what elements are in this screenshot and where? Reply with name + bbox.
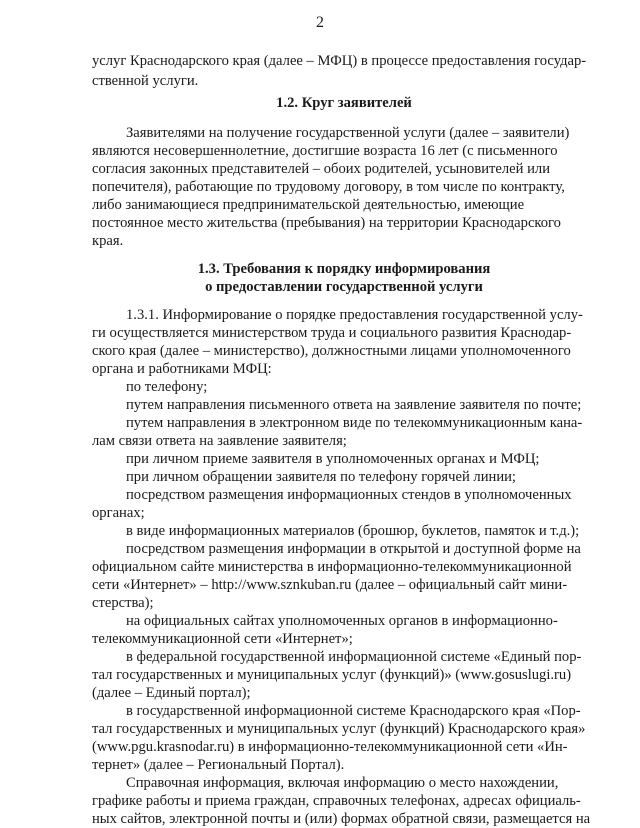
list-item: посредством размещения информации в открытой и доступной форме на — [126, 541, 581, 557]
list-item: посредством размещения информационных стендов в уполномоченных — [126, 487, 572, 503]
text-line: 1.3.1. Информирование о порядке предоставления государственной услу- — [126, 307, 583, 323]
text-line: попечителя), работающие по трудовому договору, в том числе по контракту, — [92, 179, 565, 195]
list-item: при личном обращении заявителя по телефону горячей линии; — [126, 469, 516, 485]
text-line: ных сайтов, электронной почты и (или) формах обратной связи, размещается на — [92, 811, 591, 827]
section-heading: 1.3. Требования к порядку информирования — [197, 261, 491, 277]
text-line: услуг Краснодарского края (далее – МФЦ) в процессе предоставления государ- — [92, 53, 587, 69]
list-item: в виде информационных материалов (брошюр, буклетов, памяток и т.д.); — [126, 523, 580, 539]
text-line: сети «Интернет» – http://www.sznkuban.ru (далее – официальный сайт мини- — [92, 577, 568, 593]
text-line: тернет» (далее – Региональный Портал). — [92, 757, 345, 773]
text-line: являются несовершеннолетние, достигшие возраста 16 лет (с письменного — [92, 143, 558, 159]
text-line: ги осуществляется министерством труда и социального развития Краснодар- — [92, 325, 572, 341]
text-line: ского края (далее – министерство), должностными лицами уполномоченного — [92, 343, 571, 359]
text-line: края. — [92, 233, 124, 249]
list-item: в государственной информационной системе Краснодарского края «Пор- — [126, 703, 581, 719]
text-line: лам связи ответа на заявление заявителя; — [92, 433, 347, 449]
text-line: (далее – Единый портал); — [92, 685, 251, 701]
list-item: при личном приеме заявителя в уполномоченных органах и МФЦ; — [126, 451, 540, 467]
text-line: тал государственных и муниципальных услуг (функций)» (www.gosuslugi.ru) — [92, 667, 572, 683]
page-number: 2 — [316, 14, 324, 31]
text-line: органа и работниками МФЦ: — [92, 361, 272, 377]
section-heading: о предоставлении государственной услуги — [205, 279, 483, 295]
list-item: путем направления в электронном виде по телекоммуникационным кана- — [126, 415, 583, 431]
text-line: стерства); — [92, 595, 154, 611]
section-heading: 1.2. Круг заявителей — [276, 95, 412, 111]
text-line: либо занимающиеся предпринимательской деятельностью, имеющие — [92, 197, 525, 213]
list-item: в федеральной государственной информационной системе «Единый пор- — [126, 649, 582, 665]
list-item: по телефону; — [126, 379, 208, 395]
text-line: тал государственных и муниципальных услуг (функций) Краснодарского края» — [92, 721, 586, 737]
text-line: телекоммуникационной сети «Интернет»; — [92, 631, 353, 647]
text-line: Справочная информация, включая информацию о место нахождении, — [126, 775, 559, 791]
text-line: графике работы и приема граждан, справочных телефонах, адресах официаль- — [92, 793, 581, 809]
text-line: согласия законных представителей – обоих родителей, усыновителей или — [92, 161, 550, 177]
text-line: постоянное место жительства (пребывания) на территории Краснодарского — [92, 215, 561, 231]
text-line: Заявителями на получение государственной услуги (далее – заявители) — [126, 125, 570, 141]
list-item: на официальных сайтах уполномоченных органов в информационно- — [126, 613, 558, 629]
text-line: официальном сайте министерства в информационно-телекоммуникационной — [92, 559, 572, 575]
text-line: ственной услуги. — [92, 73, 199, 89]
text-line: органах; — [92, 505, 145, 521]
text-line: (www.pgu.krasnodar.ru) в информационно-телекоммуникационной сети «Ин- — [92, 739, 568, 755]
list-item: путем направления письменного ответа на заявление заявителя по почте; — [126, 397, 582, 413]
